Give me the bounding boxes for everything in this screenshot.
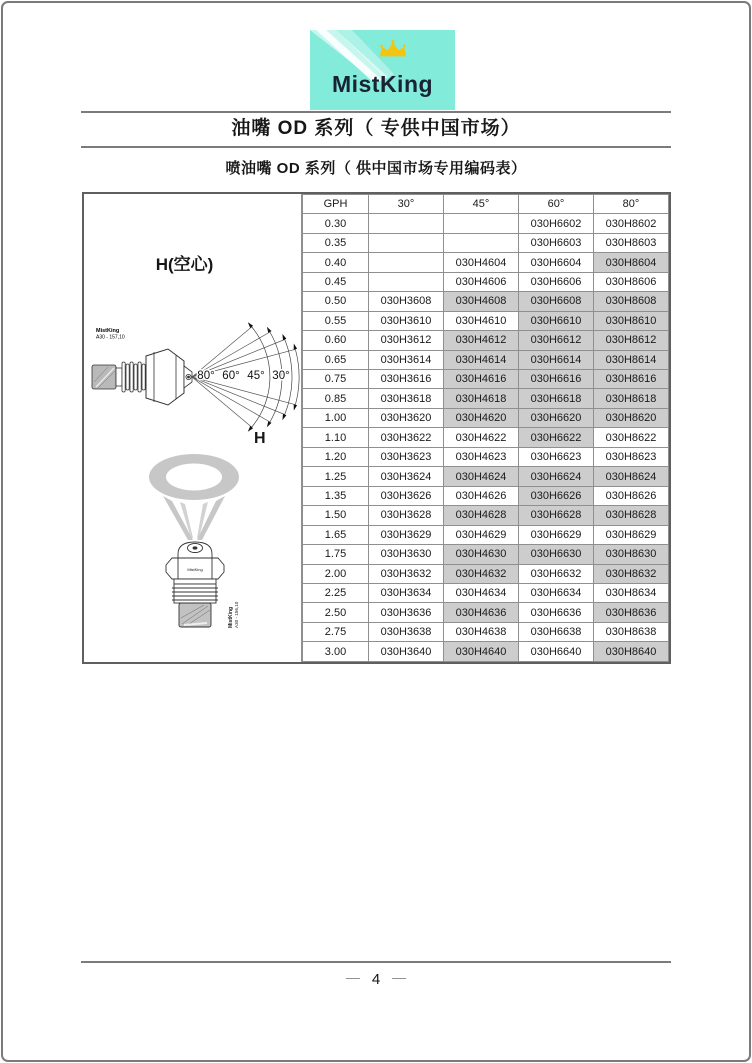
code-cell: 030H4638 [444,622,519,641]
code-cell: 030H6624 [519,467,594,486]
table-row [303,525,669,544]
code-cell: 030H4623 [444,447,519,466]
code-cell: 030H4632 [444,564,519,583]
code-cell: 030H4606 [444,272,519,291]
code-cell: 030H3612 [369,331,444,350]
code-table [302,194,669,662]
header-60deg: 60° [519,195,594,214]
code-cell: 030H8622 [594,428,669,447]
table-row [303,428,669,447]
code-cell [369,253,444,272]
nozzle-front-view [166,542,224,627]
table-row [303,584,669,603]
code-cell [444,214,519,233]
angle-label-80: 80° [197,370,215,382]
nozzle2-caption-line2: A30 - 156,10 [234,601,239,628]
code-cell: 030H4634 [444,584,519,603]
gph-cell: 0.60 [303,331,369,350]
code-cell: 030H4612 [444,331,519,350]
content-plate [82,192,671,664]
code-cell: 030H4614 [444,350,519,369]
code-cell: 030H8620 [594,408,669,427]
gph-cell: 1.75 [303,545,369,564]
header-30deg: 30° [369,195,444,214]
gph-cell: 0.50 [303,292,369,311]
nozzle2-face-text: MistKing [187,567,203,572]
table-header-row [303,195,669,214]
code-cell: 030H3608 [369,292,444,311]
code-cell: 030H4610 [444,311,519,330]
code-cell: 030H8636 [594,603,669,622]
header-45deg: 45° [444,195,519,214]
nozzle2-caption-line1: MistKing [228,606,234,628]
code-cell: 030H4624 [444,467,519,486]
code-cell: 030H3623 [369,447,444,466]
gph-cell: 0.45 [303,272,369,291]
mistking-logo [310,30,455,110]
code-cell: 030H6638 [519,622,594,641]
code-cell: 030H3640 [369,642,444,662]
page-number: 4 [371,971,381,988]
code-cell: 030H4630 [444,545,519,564]
code-cell: 030H6610 [519,311,594,330]
code-cell: 030H8604 [594,253,669,272]
code-cell: 030H8630 [594,545,669,564]
spray-streaks [163,496,225,540]
code-cell: 030H8616 [594,370,669,389]
table-row [303,311,669,330]
code-cell: 030H6614 [519,350,594,369]
logo-wordmark: MistKing [331,71,434,97]
code-cell: 030H4616 [444,370,519,389]
code-cell: 030H6602 [519,214,594,233]
angle-label-30: 30° [272,370,290,382]
code-cell: 030H4608 [444,292,519,311]
table-row [303,272,669,291]
gph-cell: 3.00 [303,642,369,662]
code-cell: 030H8623 [594,447,669,466]
table-row [303,506,669,525]
table-row [303,408,669,427]
table-row [303,545,669,564]
code-cell: 030H8632 [594,564,669,583]
table-row [303,370,669,389]
code-cell [369,214,444,233]
hollow-cone-diagram [108,438,278,638]
code-cell: 030H8628 [594,506,669,525]
code-cell: 030H4640 [444,642,519,662]
code-cell: 030H6629 [519,525,594,544]
code-cell: 030H8606 [594,272,669,291]
gph-cell: 0.35 [303,233,369,252]
code-cell: 030H6640 [519,642,594,662]
footer-dash-right: — [392,969,407,985]
code-cell [444,233,519,252]
table-row [303,389,669,408]
table-row [303,331,669,350]
gph-cell: 2.75 [303,622,369,641]
gph-cell: 1.35 [303,486,369,505]
hollow-cone-label: H(空心) [155,255,214,274]
code-cell: 030H3614 [369,350,444,369]
code-cell: 030H3618 [369,389,444,408]
code-cell: 030H8626 [594,486,669,505]
footer-rule [81,961,671,963]
code-cell: 030H8640 [594,642,669,662]
table-row [303,486,669,505]
code-cell: 030H3632 [369,564,444,583]
hollow-cone-ring [149,454,239,500]
gph-cell: 0.75 [303,370,369,389]
code-cell: 030H6612 [519,331,594,350]
gph-cell: 0.85 [303,389,369,408]
code-cell: 030H6622 [519,428,594,447]
nozzle-side-view [92,349,192,405]
code-cell: 030H8638 [594,622,669,641]
code-cell: 030H8618 [594,389,669,408]
table-row [303,564,669,583]
code-cell: 030H6603 [519,233,594,252]
code-cell: 030H4628 [444,506,519,525]
code-cell: 030H8629 [594,525,669,544]
table-row [303,642,669,662]
code-cell: 030H3638 [369,622,444,641]
diagram-pane [84,194,302,662]
table-row [303,214,669,233]
gph-cell: 1.65 [303,525,369,544]
angle-labels [197,370,289,382]
code-cell: 030H4629 [444,525,519,544]
code-cell: 030H3616 [369,370,444,389]
page-subtitle: 喷油嘴 OD 系列（ 供中国市场专用编码表） [225,160,527,177]
gph-cell: 1.00 [303,408,369,427]
nozzle1-caption-line1: MistKing [96,328,120,334]
code-cell: 030H3622 [369,428,444,447]
code-cell: 030H3620 [369,408,444,427]
code-cell: 030H3610 [369,311,444,330]
table-row [303,467,669,486]
gph-cell: 0.65 [303,350,369,369]
code-cell: 030H3629 [369,525,444,544]
gph-cell: 1.10 [303,428,369,447]
code-cell: 030H6608 [519,292,594,311]
gph-cell: 1.25 [303,467,369,486]
code-cell: 030H8602 [594,214,669,233]
footer-dash-left: — [345,969,360,985]
code-cell: 030H8603 [594,233,669,252]
gph-cell: 0.40 [303,253,369,272]
code-cell: 030H6628 [519,506,594,525]
code-cell: 030H3630 [369,545,444,564]
code-cell: 030H6623 [519,447,594,466]
header-gph: GPH [303,195,369,214]
gph-cell: 1.50 [303,506,369,525]
code-cell: 030H6632 [519,564,594,583]
code-cell: 030H6630 [519,545,594,564]
code-cell: 030H4618 [444,389,519,408]
code-cell: 030H3628 [369,506,444,525]
page-title: 油嘴 OD 系列（ 专供中国市场） [231,118,521,139]
code-cell: 030H8614 [594,350,669,369]
code-cell: 030H8608 [594,292,669,311]
gph-cell: 1.20 [303,447,369,466]
code-cell [369,272,444,291]
angle-label-60: 60° [222,370,240,382]
code-cell: 030H4626 [444,486,519,505]
nozzle2-caption [228,601,239,628]
spray-type-label: H [254,430,266,447]
code-cell: 030H6606 [519,272,594,291]
gph-cell: 0.55 [303,311,369,330]
table-row [303,253,669,272]
code-cell: 030H4620 [444,408,519,427]
code-cell: 030H3624 [369,467,444,486]
gph-cell: 0.30 [303,214,369,233]
gph-cell: 2.00 [303,564,369,583]
table-row [303,603,669,622]
code-cell: 030H6626 [519,486,594,505]
code-cell: 030H6636 [519,603,594,622]
code-cell: 030H3636 [369,603,444,622]
footer [0,971,752,988]
gph-cell: 2.50 [303,603,369,622]
nozzle1-caption-line2: A30 - 157,10 [96,334,125,341]
code-cell: 030H8624 [594,467,669,486]
code-cell: 030H8612 [594,331,669,350]
code-cell: 030H6620 [519,408,594,427]
code-cell: 030H3634 [369,584,444,603]
code-cell: 030H6604 [519,253,594,272]
code-cell: 030H4636 [444,603,519,622]
table-row [303,233,669,252]
spray-angle-diagram [88,316,300,438]
table-row [303,292,669,311]
code-cell: 030H6616 [519,370,594,389]
code-cell: 030H6618 [519,389,594,408]
code-cell: 030H8634 [594,584,669,603]
header-80deg: 80° [594,195,669,214]
code-cell: 030H4622 [444,428,519,447]
code-cell: 030H8610 [594,311,669,330]
gph-cell: 2.25 [303,584,369,603]
table-row [303,622,669,641]
table-row [303,350,669,369]
code-cell: 030H3626 [369,486,444,505]
crown-icon [376,40,410,57]
code-cell: 030H4604 [444,253,519,272]
code-cell: 030H6634 [519,584,594,603]
table-row [303,447,669,466]
angle-label-45: 45° [247,370,265,382]
code-cell [369,233,444,252]
